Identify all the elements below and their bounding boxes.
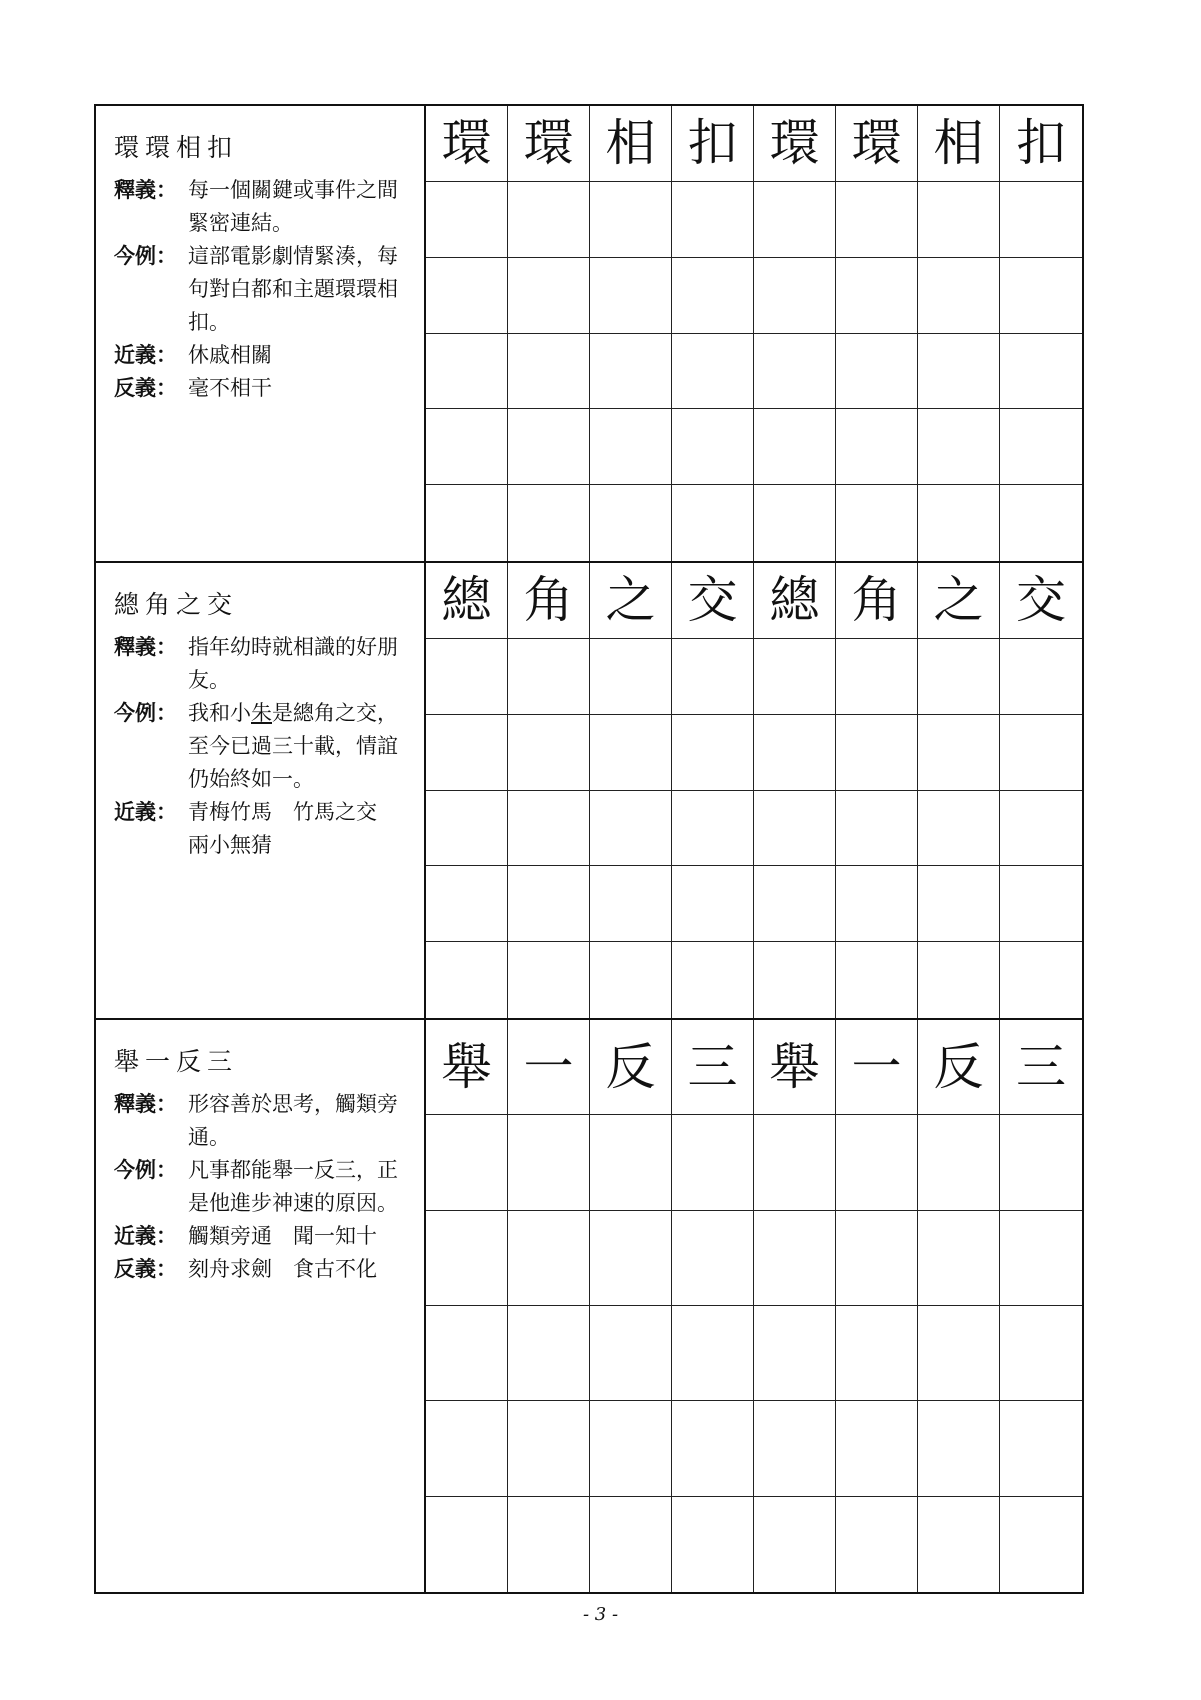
synonym-entry: [114, 1220, 414, 1253]
definition-entry: [114, 174, 414, 240]
practice-cell[interactable]: [590, 866, 672, 942]
practice-cell[interactable]: [1000, 1211, 1082, 1306]
practice-cell[interactable]: [918, 334, 1000, 410]
model-character-cell: 扣: [672, 106, 754, 182]
practice-cell[interactable]: [1000, 715, 1082, 791]
model-character-cell: 之: [918, 563, 1000, 639]
entry-label: 反義：: [114, 1257, 177, 1281]
entry-text: 觸類旁通 聞一知十: [188, 1224, 377, 1248]
practice-cell[interactable]: [426, 485, 508, 561]
practice-cell[interactable]: [426, 1306, 508, 1401]
practice-cell[interactable]: [836, 182, 918, 258]
model-character-cell: 之: [590, 563, 672, 639]
practice-cell[interactable]: [508, 639, 590, 715]
practice-cell[interactable]: [426, 639, 508, 715]
practice-cell[interactable]: [918, 715, 1000, 791]
practice-cell[interactable]: [836, 334, 918, 410]
antonym-entry: [114, 372, 414, 405]
practice-cell[interactable]: [1000, 791, 1082, 867]
practice-cell[interactable]: [1000, 409, 1082, 485]
entry-label: 近義：: [114, 800, 177, 824]
practice-cell[interactable]: [836, 1401, 918, 1496]
practice-cell[interactable]: [590, 715, 672, 791]
practice-cell[interactable]: [426, 182, 508, 258]
model-character-cell: 一: [836, 1020, 918, 1115]
idiom-title: 環環相扣: [114, 133, 239, 162]
entry-text: 每一個關鍵或事件之間緊密連結。: [188, 178, 398, 235]
practice-cell[interactable]: [672, 639, 754, 715]
practice-cell[interactable]: [672, 1497, 754, 1592]
practice-cell[interactable]: [918, 258, 1000, 334]
practice-cell[interactable]: [672, 866, 754, 942]
idiom-section: [96, 106, 1082, 561]
practice-cell[interactable]: [918, 1115, 1000, 1210]
idiom-info-panel: [96, 563, 426, 1018]
practice-cell[interactable]: [1000, 866, 1082, 942]
practice-cell[interactable]: [836, 1115, 918, 1210]
practice-cell[interactable]: [754, 639, 836, 715]
practice-cell[interactable]: [508, 866, 590, 942]
practice-cell[interactable]: [590, 485, 672, 561]
practice-cell[interactable]: [754, 1211, 836, 1306]
practice-cell[interactable]: [508, 182, 590, 258]
practice-cell[interactable]: [426, 1115, 508, 1210]
practice-cell[interactable]: [754, 182, 836, 258]
entry-label: 今例：: [114, 244, 177, 268]
practice-cell[interactable]: [754, 1306, 836, 1401]
practice-cell[interactable]: [918, 1497, 1000, 1592]
practice-cell[interactable]: [754, 715, 836, 791]
practice-cell[interactable]: [918, 791, 1000, 867]
practice-cell[interactable]: [754, 1401, 836, 1496]
practice-cell[interactable]: [1000, 1306, 1082, 1401]
practice-cell[interactable]: [918, 866, 1000, 942]
model-character-cell: 反: [918, 1020, 1000, 1115]
entry-text: [186, 697, 414, 796]
model-character-cell: 環: [426, 106, 508, 182]
practice-cell[interactable]: [672, 182, 754, 258]
practice-cell[interactable]: [590, 1211, 672, 1306]
antonym-entry: [114, 1253, 414, 1286]
practice-cell[interactable]: [426, 334, 508, 410]
practice-cell[interactable]: [426, 1401, 508, 1496]
entry-label: 今例：: [114, 1158, 177, 1182]
practice-cell[interactable]: [918, 182, 1000, 258]
practice-cell[interactable]: [590, 409, 672, 485]
entry-text: 凡事都能舉一反三，正是他進步神速的原因。: [188, 1158, 398, 1215]
idiom-info-panel: [96, 1020, 426, 1592]
practice-cell[interactable]: [836, 639, 918, 715]
model-character-cell: 環: [508, 106, 590, 182]
practice-cell[interactable]: [508, 1497, 590, 1592]
practice-cell[interactable]: [836, 1497, 918, 1592]
practice-cell[interactable]: [672, 409, 754, 485]
practice-cell[interactable]: [836, 866, 918, 942]
practice-cell[interactable]: [754, 791, 836, 867]
model-character-cell: 環: [836, 106, 918, 182]
entry-text: 刻舟求劍 食古不化: [188, 1257, 377, 1281]
model-character-cell: 相: [590, 106, 672, 182]
practice-cell[interactable]: [672, 485, 754, 561]
practice-cell[interactable]: [918, 639, 1000, 715]
practice-cell[interactable]: [672, 1306, 754, 1401]
writing-grid: [426, 563, 1082, 1018]
example-entry: [114, 1154, 414, 1220]
writing-grid: [426, 1020, 1082, 1592]
practice-cell[interactable]: [918, 1401, 1000, 1496]
practice-cell[interactable]: [754, 866, 836, 942]
entry-label: 近義：: [114, 1224, 177, 1248]
practice-cell[interactable]: [836, 409, 918, 485]
proper-noun-underlined: 朱: [251, 701, 272, 725]
entry-text: 休戚相關: [188, 343, 272, 367]
model-character-cell: 反: [590, 1020, 672, 1115]
practice-cell[interactable]: [590, 639, 672, 715]
practice-cell[interactable]: [426, 1211, 508, 1306]
example-text-before: 我和小: [188, 701, 251, 725]
practice-cell[interactable]: [508, 1401, 590, 1496]
example-entry: [114, 697, 414, 796]
definition-entry: [114, 1088, 414, 1154]
practice-cell[interactable]: [426, 258, 508, 334]
practice-cell[interactable]: [918, 409, 1000, 485]
practice-cell[interactable]: [754, 942, 836, 1018]
practice-cell[interactable]: [508, 334, 590, 410]
practice-cell[interactable]: [836, 258, 918, 334]
entry-label: 釋義：: [114, 635, 177, 659]
entry-label: 釋義：: [114, 1092, 177, 1116]
practice-cell[interactable]: [1000, 942, 1082, 1018]
practice-cell[interactable]: [1000, 1401, 1082, 1496]
example-text-after: 是總角之交，至今已過三十載，情誼仍始終如一。: [188, 701, 398, 791]
practice-cell[interactable]: [590, 942, 672, 1018]
practice-cell[interactable]: [836, 715, 918, 791]
practice-cell[interactable]: [508, 485, 590, 561]
entry-text: 形容善於思考，觸類旁通。: [188, 1092, 398, 1149]
practice-cell[interactable]: [836, 791, 918, 867]
practice-cell[interactable]: [426, 942, 508, 1018]
model-character-cell: 角: [508, 563, 590, 639]
practice-cell[interactable]: [1000, 334, 1082, 410]
model-character-cell: 總: [754, 563, 836, 639]
practice-cell[interactable]: [754, 485, 836, 561]
practice-cell[interactable]: [426, 1497, 508, 1592]
synonym-entry: [114, 339, 414, 372]
practice-cell[interactable]: [508, 1211, 590, 1306]
entry-label: 近義：: [114, 343, 177, 367]
definition-entry: [114, 631, 414, 697]
model-character-cell: 角: [836, 563, 918, 639]
practice-cell[interactable]: [672, 791, 754, 867]
practice-cell[interactable]: [426, 866, 508, 942]
idiom-title: 總角之交: [114, 590, 239, 619]
model-character-cell: 舉: [754, 1020, 836, 1115]
entry-text: 這部電影劇情緊湊，每句對白都和主題環環相扣。: [188, 244, 398, 334]
practice-cell[interactable]: [1000, 485, 1082, 561]
practice-cell[interactable]: [836, 485, 918, 561]
practice-cell[interactable]: [508, 942, 590, 1018]
practice-cell[interactable]: [672, 1115, 754, 1210]
practice-cell[interactable]: [754, 258, 836, 334]
practice-cell[interactable]: [1000, 639, 1082, 715]
practice-cell[interactable]: [918, 1306, 1000, 1401]
practice-cell[interactable]: [508, 1306, 590, 1401]
practice-cell[interactable]: [590, 1306, 672, 1401]
practice-cell[interactable]: [426, 409, 508, 485]
practice-cell[interactable]: [590, 182, 672, 258]
entry-text: 指年幼時就相識的好朋友。: [188, 635, 398, 692]
practice-cell[interactable]: [1000, 1497, 1082, 1592]
entry-text: 毫不相干: [188, 376, 272, 400]
practice-cell[interactable]: [918, 942, 1000, 1018]
writing-grid: [426, 106, 1082, 561]
idiom-title: 舉一反三: [114, 1047, 239, 1076]
practice-cell[interactable]: [590, 1115, 672, 1210]
practice-cell[interactable]: [672, 1401, 754, 1496]
practice-cell[interactable]: [754, 1115, 836, 1210]
model-character-cell: 交: [1000, 563, 1082, 639]
practice-cell[interactable]: [672, 258, 754, 334]
practice-cell[interactable]: [508, 791, 590, 867]
practice-cell[interactable]: [508, 1115, 590, 1210]
entry-text: 青梅竹馬 竹馬之交 兩小無猜: [188, 800, 398, 857]
practice-cell[interactable]: [754, 334, 836, 410]
model-character-cell: 一: [508, 1020, 590, 1115]
practice-sheet: [94, 104, 1084, 1594]
practice-cell[interactable]: [836, 1211, 918, 1306]
idiom-section: [96, 1018, 1082, 1592]
practice-cell[interactable]: [836, 1306, 918, 1401]
practice-cell[interactable]: [836, 942, 918, 1018]
entry-label: 反義：: [114, 376, 177, 400]
practice-cell[interactable]: [918, 485, 1000, 561]
model-character-cell: 扣: [1000, 106, 1082, 182]
practice-cell[interactable]: [754, 1497, 836, 1592]
entry-label: 釋義：: [114, 178, 177, 202]
page-number: - 3 -: [582, 1604, 619, 1625]
practice-cell[interactable]: [1000, 258, 1082, 334]
example-entry: [114, 240, 414, 339]
practice-cell[interactable]: [426, 715, 508, 791]
model-character-cell: 環: [754, 106, 836, 182]
practice-cell[interactable]: [590, 258, 672, 334]
practice-cell[interactable]: [508, 409, 590, 485]
entry-label: 今例：: [114, 701, 177, 725]
practice-cell[interactable]: [672, 1211, 754, 1306]
practice-cell[interactable]: [590, 1401, 672, 1496]
practice-cell[interactable]: [754, 409, 836, 485]
model-character-cell: 相: [918, 106, 1000, 182]
practice-cell[interactable]: [508, 258, 590, 334]
practice-cell[interactable]: [590, 334, 672, 410]
practice-cell[interactable]: [672, 334, 754, 410]
practice-cell[interactable]: [1000, 1115, 1082, 1210]
model-character-cell: 三: [672, 1020, 754, 1115]
practice-cell[interactable]: [508, 715, 590, 791]
practice-cell[interactable]: [672, 715, 754, 791]
idiom-section: [96, 561, 1082, 1018]
synonym-entry: [114, 796, 414, 862]
practice-cell[interactable]: [918, 1211, 1000, 1306]
model-character-cell: 三: [1000, 1020, 1082, 1115]
practice-cell[interactable]: [426, 791, 508, 867]
model-character-cell: 舉: [426, 1020, 508, 1115]
practice-cell[interactable]: [1000, 182, 1082, 258]
practice-cell[interactable]: [590, 791, 672, 867]
practice-cell[interactable]: [590, 1497, 672, 1592]
idiom-info-panel: [96, 106, 426, 561]
model-character-cell: 交: [672, 563, 754, 639]
model-character-cell: 總: [426, 563, 508, 639]
practice-cell[interactable]: [672, 942, 754, 1018]
